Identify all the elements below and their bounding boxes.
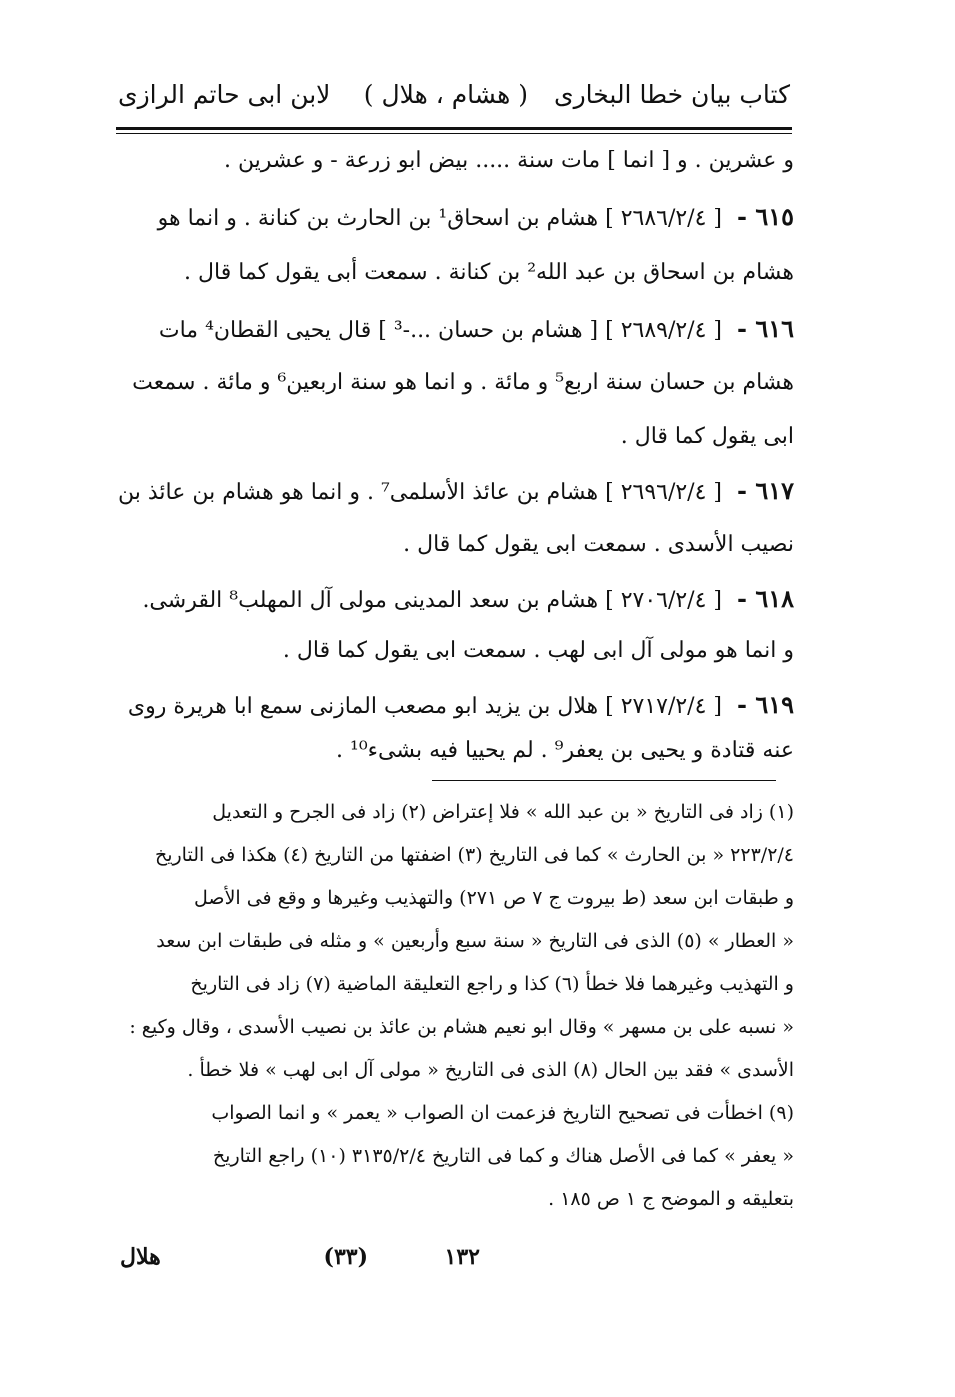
- line-text: ابى يقول كما قال .: [620, 424, 794, 449]
- book-title: كتاب بيان خطا البخارى: [554, 80, 790, 109]
- line-text: عنه قتادة و يحيى بن يعفر⁹ . لم يحييا فيه بشىء¹⁰ .: [336, 738, 794, 763]
- line-text: [ ٢٦٨٦/٢/٤ ] هشام بن اسحاق¹ بن الحارث بن كنانة . و انما هو: [157, 206, 722, 231]
- line-text: [ ٢٧٠٦/٢/٤ ] هشام بن سعد المدينى مولى آل المهلب⁸ القرشى.: [142, 588, 722, 613]
- footnote-line: بتعليقه و الموضح ج ١ ص ١٨٥ .: [548, 1188, 794, 1210]
- text-line: [118, 472, 794, 512]
- footnote-line: « يعفر » كما فى الأصل هناك و كما فى التاريخ ٣١٣٥/٢/٤ (١٠) راجع التاريخ: [212, 1145, 794, 1167]
- running-header: [118, 76, 790, 126]
- line-text: و عشرين . و [ انما ] مات سنة ..... بيض ابو زرعة - و عشرين .: [223, 148, 794, 173]
- footnote-line: « نسبه على بن مسهر » وقال ابو نعيم هشام بن عائذ بن نصيب الأسدى ، وقال وكيع :: [129, 1016, 794, 1038]
- text-line: [128, 686, 794, 726]
- footnote-line: « العطار » (٥) الذى فى التاريخ « سنة سبع وأربعين » و مثله فى طبقات ابن سعد: [156, 930, 794, 952]
- author-name: لابن ابى حاتم الرازى: [118, 80, 331, 109]
- line-text: [ ٢٦٩٦/٢/٤ ] هشام بن عائذ الأسلمى⁷ . و انما هو هشام بن عائذ بن: [117, 480, 722, 505]
- text-line: [403, 526, 794, 564]
- line-text: و انما هو مولى آل ابى لهب . سمعت ابى يقول كما قال .: [282, 638, 794, 663]
- text-line: [184, 254, 794, 292]
- line-text: هشام بن حسان سنة اربع⁵ و مائة . و انما هو سنة اربعين⁶ و مائة . سمعت: [132, 370, 794, 395]
- catchword: هلال: [120, 1244, 161, 1270]
- entry-number: ٦١٥ -: [737, 202, 794, 231]
- footnote-line: (١) زاد فى التاريخ « بن عبد الله » فلا إعتراض (٢) زاد فى الجرح و التعديل: [212, 801, 794, 823]
- footnote-line: و طبقات ابن سعد (ط بيروت ج ٧ ص ٢٧١) والتهذيب وغيرها و وقع فى الأصل: [194, 887, 794, 909]
- text-line: [158, 198, 794, 238]
- entry-range: ( هشام ، هلال ): [363, 80, 528, 109]
- line-text: [ ٢٦٨٩/٢/٤ ] [ هشام بن حسان ...-³ ] قال يحيى القطان⁴ مات: [158, 318, 722, 343]
- page-footer: [120, 1244, 480, 1284]
- text-line: [283, 632, 794, 670]
- footnote-separator: [432, 780, 776, 781]
- text-line: [336, 732, 794, 770]
- text-line: [621, 418, 794, 456]
- footnote-line: و التهذيب وغيرهما فلا خطأ (٦) كذا و راجع التعليقة الماضية (٧) زاد فى التاريخ: [190, 973, 794, 995]
- entry-number: ٦١٧ -: [737, 476, 794, 505]
- page-number: ١٣٢: [444, 1244, 480, 1270]
- entry-number: ٦١٩ -: [737, 690, 794, 719]
- section-number: (٣٣): [323, 1244, 368, 1270]
- text-line: [132, 364, 794, 402]
- text-line: [142, 580, 794, 620]
- footnote-line: الأسدى » فقد بين الحال (٨) الذى فى التاريخ « مولى آل ابى لهب » فلا خطأ .: [187, 1059, 794, 1081]
- header-rule-thick: [116, 127, 792, 130]
- text-line: [224, 142, 794, 180]
- line-text: [ ٢٧١٧/٢/٤ ] هلال بن يزيد ابو مصعب المازنى سمع ابا هريرة روى: [127, 694, 722, 719]
- line-text: نصيب الأسدى . سمعت ابى يقول كما قال .: [403, 532, 794, 557]
- footnote-line: ٢٢٣/٢/٤ « بن الحارث » كما فى التاريخ (٣) اضفتها من التاريخ (٤) هكذا فى التاريخ: [154, 844, 794, 866]
- line-text: هشام بن اسحاق بن عبد الله² بن كنانة . سمعت أبى يقول كما قال .: [184, 260, 794, 285]
- entry-number: ٦١٦ -: [737, 314, 794, 343]
- text-line: [159, 310, 794, 350]
- footnote-line: (٩) اخطأت فى تصحيح التاريخ فزعمت ان الصواب « يعمر » و انما الصواب: [211, 1102, 794, 1124]
- entry-number: ٦١٨ -: [737, 584, 794, 613]
- header-rule-thin: [116, 133, 792, 134]
